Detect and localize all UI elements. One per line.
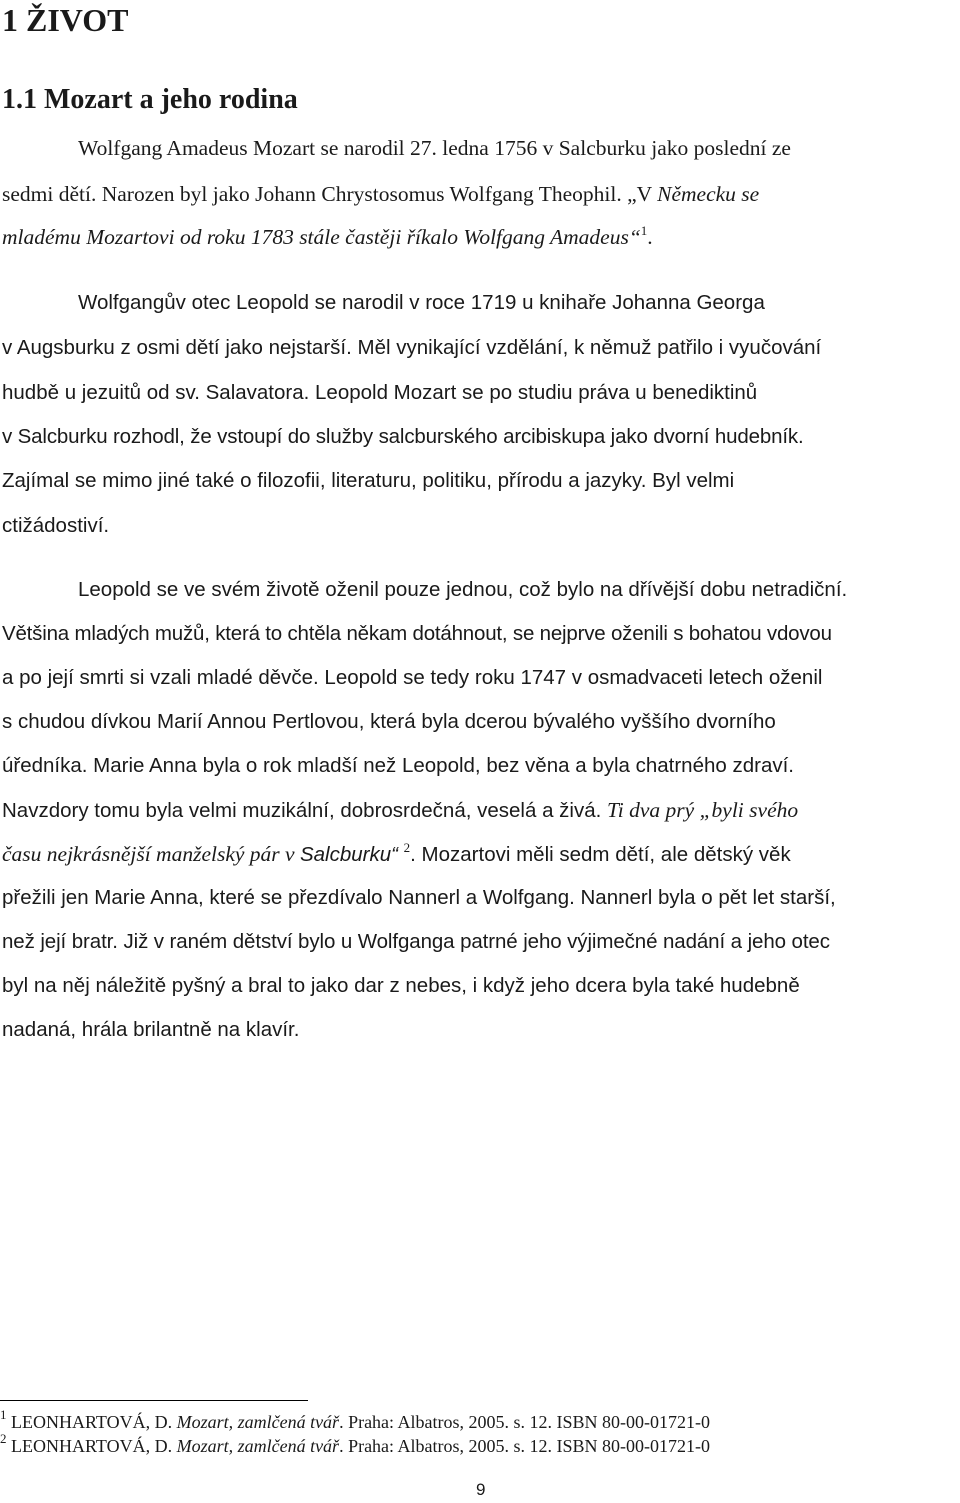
paragraph-line bbox=[2, 182, 759, 207]
paragraph-line: Wolfgang Amadeus Mozart se narodil 27. ledna 1756 v Salcburku jako poslední ze bbox=[78, 136, 791, 160]
footnote-title: Mozart, zamlčená tvář bbox=[176, 1412, 340, 1432]
paragraph-line: a po její smrti si vzali mladé děvče. Leopold se tedy roku 1747 v osmadvaceti letech oženil bbox=[2, 666, 823, 689]
quote-text: mladému Mozartovi od roku 1783 stále častěji říkalo Wolfgang Amadeus“ bbox=[2, 225, 641, 249]
text-run: hudbě u jezuitů od sv. Salavatora. bbox=[2, 381, 310, 404]
text-run: . bbox=[647, 225, 653, 249]
footnote-author: LEONHARTOVÁ, D. bbox=[11, 1412, 177, 1432]
footnote bbox=[0, 1431, 711, 1457]
paragraph-line: přežili jen Marie Anna, které se přezdívalo Nannerl a Wolfgang. Nannerl byla o pět let starší, bbox=[2, 886, 836, 909]
footnote-details: . Praha: Albatros, 2005. s. 12. ISBN 80-00-01721-0 bbox=[339, 1412, 711, 1432]
text-run: Navzdory tomu byla velmi muzikální, dobrosrdečná, veselá a živá. bbox=[2, 799, 608, 822]
paragraph-line bbox=[2, 842, 791, 867]
paragraph-line: Zajímal se mimo jiné také o filozofii, literaturu, politiku, přírodu a jazyky. Byl velmi bbox=[2, 469, 735, 492]
section-title: 1.1 Mozart a jeho rodina bbox=[2, 84, 298, 115]
footnote-divider bbox=[0, 1400, 308, 1401]
paragraph-line: Leopold se ve svém životě oženil pouze jednou, což bylo na dřívější dobu netradiční. bbox=[78, 578, 848, 601]
quote-text: Německu se bbox=[657, 182, 760, 206]
paragraph-line bbox=[2, 381, 757, 405]
footnote-number: 2 bbox=[0, 1431, 7, 1446]
text-run: . Mozartovi měli sedm dětí, ale dětský věk bbox=[410, 843, 791, 866]
paragraph-line bbox=[2, 798, 798, 823]
footnote-details: . Praha: Albatros, 2005. s. 12. ISBN 80-00-01721-0 bbox=[339, 1436, 711, 1456]
quote-text: času nejkrásnější manželský pár v bbox=[2, 842, 300, 866]
paragraph-line bbox=[2, 225, 653, 250]
paragraph-line: než její bratr. Již v raném dětství bylo u Wolfganga patrné jeho výjimečné nadání a jeho otec bbox=[2, 930, 830, 953]
paragraph-line: byl na něj náležitě pyšný a bral to jako dar z nebes, i když jeho dcera byla také hudebně bbox=[2, 974, 800, 997]
footnote bbox=[0, 1407, 711, 1433]
paragraph-line: ctižádostiví. bbox=[2, 514, 110, 537]
paragraph-line: s chudou dívkou Marií Annou Pertlovou, která byla dcerou bývalého vyššího dvorního bbox=[2, 710, 776, 733]
chapter-title: 1 ŽIVOT bbox=[2, 2, 129, 38]
paragraph-line: Většina mladých mužů, která to chtěla někam dotáhnout, se nejprve oženili s bohatou vdovou bbox=[2, 622, 832, 645]
footnote-ref[interactable]: 1 bbox=[640, 223, 648, 238]
footnote-author: LEONHARTOVÁ, D. bbox=[11, 1436, 177, 1456]
footnote-number: 1 bbox=[0, 1407, 7, 1422]
quote-text: Ti dva prý „byli svého bbox=[607, 798, 799, 822]
paragraph-line: Wolfgangův otec Leopold se narodil v roce 1719 u knihaře Johanna Georga bbox=[78, 291, 765, 314]
footnote-title: Mozart, zamlčená tvář bbox=[176, 1436, 340, 1456]
paragraph-line: úředníka. Marie Anna byla o rok mladší než Leopold, bez věna a byla chatrného zdraví. bbox=[2, 754, 795, 777]
text-run: Leopold Mozart se po studiu práva u benediktinů bbox=[309, 381, 758, 404]
paragraph-line: v Salcburku rozhodl, že vstoupí do služby salcburského arcibiskupa jako dvorní hudebník. bbox=[2, 425, 804, 448]
page-number: 9 bbox=[476, 1480, 486, 1499]
paragraph-line bbox=[2, 336, 821, 360]
footnote-ref[interactable]: 2 bbox=[403, 840, 411, 855]
paragraph-line: nadaná, hrála brilantně na klavír. bbox=[2, 1018, 300, 1041]
text-run: sedmi dětí. Narozen byl jako Johann Chrystosomus Wolfgang Theophil. „V bbox=[2, 182, 658, 206]
text-run: Měl vynikající vzdělání, k němuž patřilo i vyučování bbox=[351, 336, 822, 359]
quote-text: Salcburku“ bbox=[299, 843, 404, 866]
text-run: v Augsburku z osmi dětí jako nejstarší. bbox=[2, 336, 352, 359]
